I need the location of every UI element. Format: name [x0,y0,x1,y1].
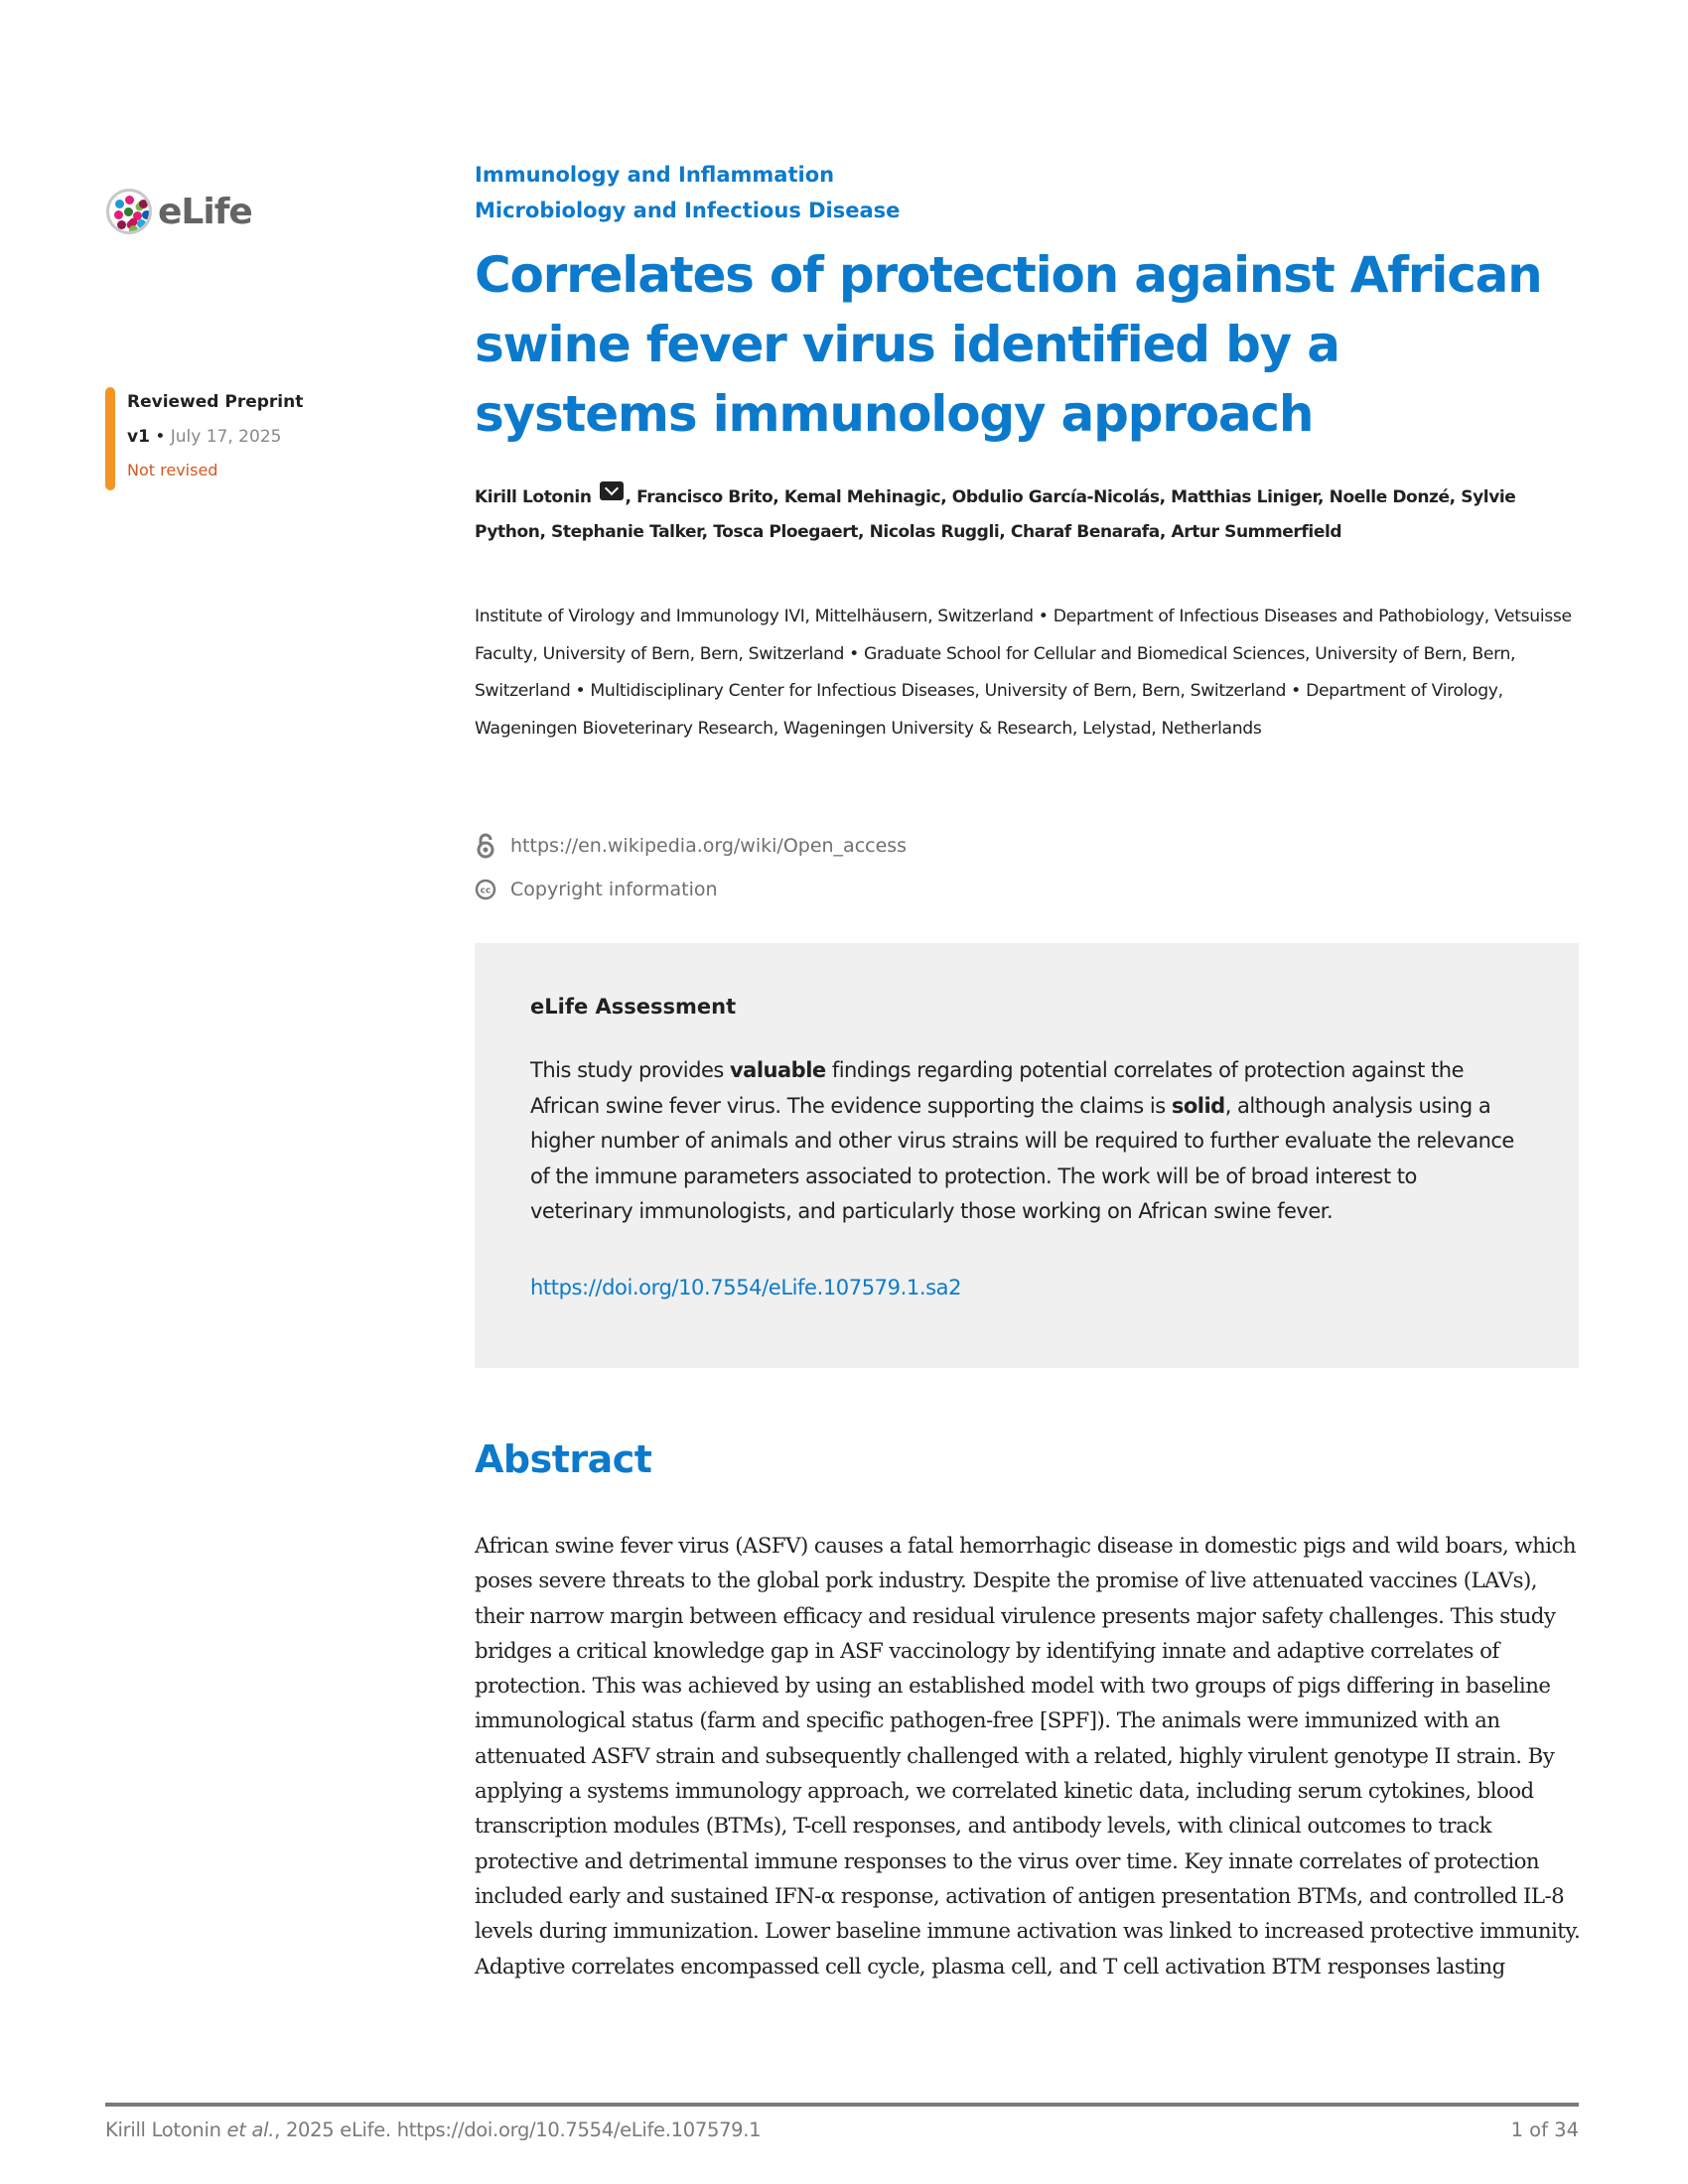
author-list [475,480,1577,550]
copyright-text: Copyright information [510,879,718,900]
affiliations: Institute of Virology and Immunology IVI, Mittelhäusern, Switzerland • Department of Infectious Diseases and Pathobiology, Vetsuisse Faculty, University of Bern, Bern, Switzerland • Graduate School for Cellular and Biomedical Sciences, University of Bern, Bern, Switzerland • Multidisciplinary Center for Infectious Diseases, University of Bern, Bern, Switzerland • Department of Virology, Wageningen Bioveterinary Research, Wageningen University & Research, Lelystad, Netherlands [475,607,1572,739]
elife-logo-text: eLife [158,191,252,232]
version-separator: • [155,427,166,447]
footer-divider [105,2103,1579,2107]
footer-author: Kirill Lotonin [105,2118,227,2141]
subject-list [475,157,900,228]
assessment-text-part: , although analysis using a higher number of animals and other virus strains will be required to further evaluate the relevance of the immune parameters associated to protection. The work will be of broad interest to veterinary immunologists, and particularly those working on African swine fever. [530,1093,1514,1223]
assessment-text-part: findings regarding potential correlates of protection against the African swine fever virus. The evidence supporting the claims is [530,1058,1465,1118]
envelope-icon[interactable] [600,481,624,500]
assessment-text [530,1053,1523,1230]
version-number: v1 [127,427,150,447]
strength-term: solid [1171,1093,1225,1118]
assessment-title: eLife Assessment [530,995,737,1019]
creative-commons-icon [475,877,496,902]
elife-logo[interactable] [106,189,252,234]
abstract-heading: Abstract [475,1437,652,1481]
subject-link[interactable]: Immunology and Inflammation [475,163,835,187]
copyright-link[interactable] [475,868,907,911]
status-accent-bar [105,387,115,490]
significance-term: valuable [729,1058,826,1082]
open-access-icon [475,833,496,859]
open-access-url: https://en.wikipedia.org/wiki/Open_access [510,835,908,857]
page-number: 1 of 34 [1510,2118,1579,2141]
article-title: Correlates of protection against African swine fever virus identified by a systems immunology approach [475,246,1542,443]
footer-doi[interactable]: , 2025 eLife. https://doi.org/10.7554/eLife.107579.1 [274,2118,762,2141]
abstract-text: African swine fever virus (ASFV) causes a fatal hemorrhagic disease in domestic pigs and wild boars, which poses severe threats to the global pork industry. Despite the promise of live attenuated vaccines (LAVs), their narrow margin between efficacy and residual virulence presents major safety challenges. This study bridges a critical knowledge gap in ASF vaccinology by identifying innate and adaptive correlates of protection. This was achieved by using an established model with two groups of pigs differing in baseline immunological status (farm and specific pathogen-free [SPF]). The animals were immunized with an attenuated ASFV strain and subsequently challenged with a related, highly virulent genotype II strain. By applying a systems immunology approach, we correlated kinetic data, including serum cytokines, blood transcription modules (BTMs), T-cell responses, and antibody levels, with clinical outcomes to track protective and detrimental immune responses to the virus over time. Key innate correlates of protection included early and sustained IFN-α response, activation of antigen presentation BTMs, and controlled IL-8 levels during immunization. Lower baseline immune activation was linked to increased protective immunity. Adaptive correlates encompassed cell cycle, plasma cell, and T cell activation BTM responses lasting [475,1534,1581,1979]
open-access-link[interactable] [475,824,907,868]
subject-link[interactable]: Microbiology and Infectious Disease [475,199,901,222]
version-line [127,427,303,447]
other-authors: , Francisco Brito, Kemal Mehinagic, Obdulio García-Nicolás, Matthias Liniger, Noelle Donzé, Sylvie Python, Stephanie Talker, Tosca Ploegaert, Nicolas Ruggli, Charaf Benarafa, Artur Summerfield [475,487,1516,542]
footer-etal: et al. [226,2118,275,2141]
assessment-doi-link[interactable]: https://doi.org/10.7554/eLife.107579.1.sa2 [530,1275,962,1299]
access-links [475,824,907,911]
footer-citation [105,2116,761,2144]
elife-logo-icon [106,189,152,234]
version-date: July 17, 2025 [170,427,282,447]
review-status-panel [105,387,303,480]
corresponding-author[interactable]: Kirill Lotonin [475,487,592,507]
revision-status: Not revised [127,461,218,479]
elife-assessment-panel [475,943,1579,1368]
assessment-text-part: This study provides [530,1058,730,1082]
svg-text:cc: cc [480,886,492,896]
status-label: Reviewed Preprint [127,392,304,412]
